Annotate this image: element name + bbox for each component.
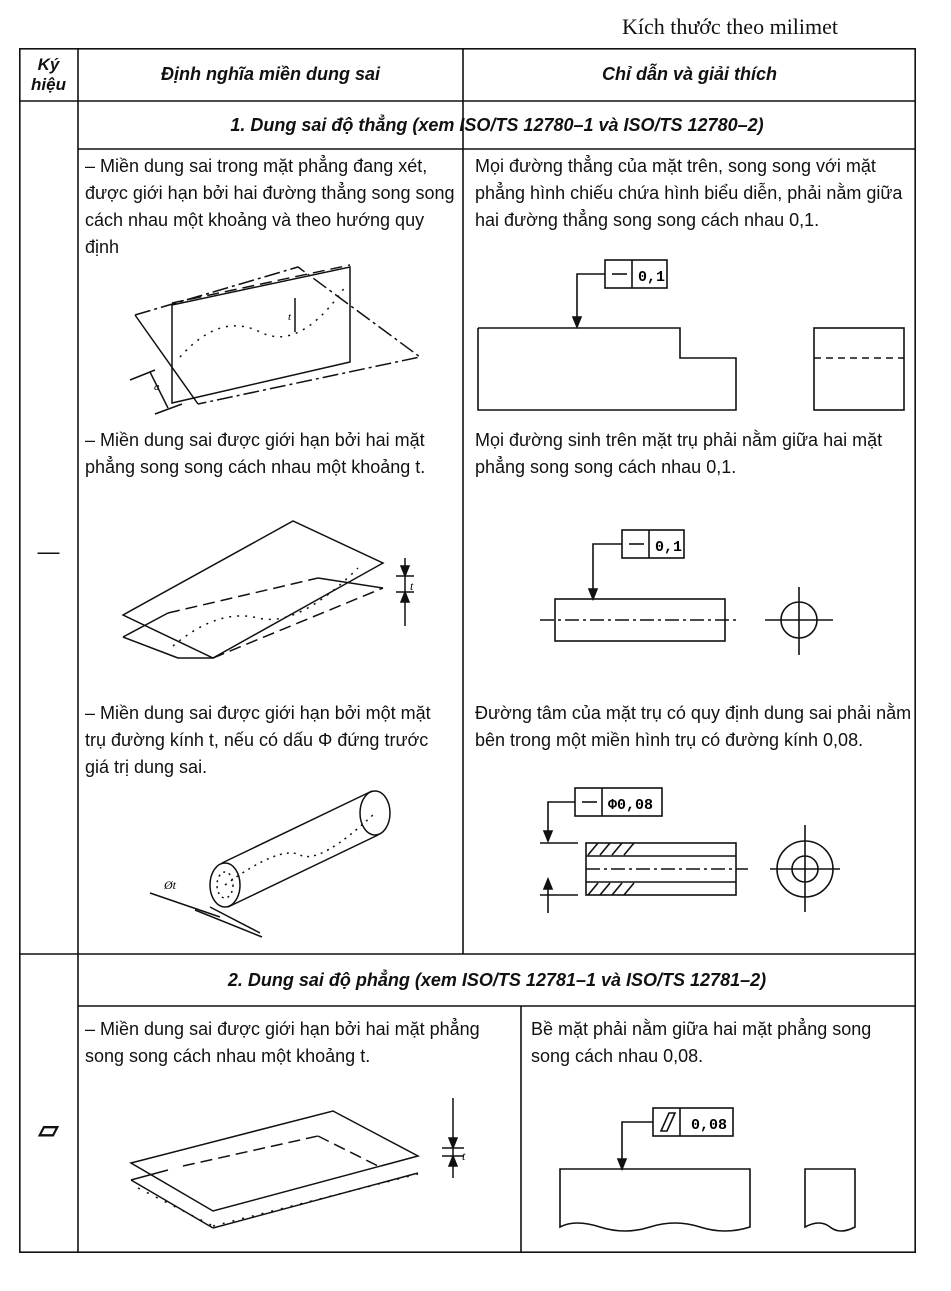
straightness-cylinder-drawing	[535, 525, 855, 665]
frame-value: 0,08	[691, 1117, 728, 1134]
section-title-straightness: 1. Dung sai độ thẳng (xem ISO/TS 12780–1 và ISO/TS 12780–2)	[230, 114, 764, 135]
header-definition: Định nghĩa miền dung sai	[160, 64, 380, 84]
straightness-plane-zone-figure	[120, 262, 420, 422]
straightness-axis-drawing	[538, 785, 868, 915]
frame-value: 0,1	[638, 269, 666, 286]
section-title-flatness: 2. Dung sai độ phẳng (xem ISO/TS 12781–1 và ISO/TS 12781–2)	[227, 969, 767, 990]
definition-text: – Miền dung sai được giới hạn bởi hai mặt phẳng song song cách nhau một khoảng t.	[85, 430, 426, 477]
explanation-text: Mọi đường thẳng của mặt trên, song song với mặt phẳng hình chiếu chứa hình biểu diễn, phải nằm giữa hai đường thẳng song song cách nhau 0,1.	[475, 156, 903, 230]
straightness-cylinder-zone-figure	[150, 785, 410, 945]
fig-label-t: t	[462, 1149, 466, 1163]
frame-value: Φ0,08	[608, 797, 654, 814]
straightness-two-planes-figure	[118, 518, 428, 668]
unit-note: Kích thước theo milimet	[622, 14, 839, 39]
straightness-surface-drawing	[470, 255, 920, 415]
frame-value: 0,1	[655, 539, 683, 556]
explanation-text: Bề mặt phải nằm giữa hai mặt phẳng song song cách nhau 0,08.	[531, 1019, 872, 1066]
straightness-symbol: —	[37, 538, 60, 564]
header-explanation: Chỉ dẫn và giải thích	[601, 64, 778, 84]
fig-label-diameter-t: Øt	[164, 878, 176, 892]
header-symbol: Ký hiệu	[31, 54, 66, 94]
definition-text: – Miền dung sai được giới hạn bởi một mặt trụ đường kính t, nếu có dấu Φ đứng trước giá trị dung sai.	[85, 703, 431, 777]
fig-label-t: t	[288, 311, 292, 323]
definition-text: – Miền dung sai trong mặt phẳng đang xét, được giới hạn bởi hai đường thẳng song song cách nhau một khoảng và theo hướng quy định	[85, 156, 455, 257]
definition-text: – Miền dung sai được giới hạn bởi hai mặt phẳng song song cách nhau một khoảng t.	[85, 1019, 480, 1066]
fig-label-t: t	[410, 579, 414, 593]
flatness-zone-figure	[128, 1108, 466, 1233]
explanation-text: Mọi đường sinh trên mặt trụ phải nằm giữa hai mặt phẳng song song cách nhau 0,1.	[475, 430, 883, 477]
fig-label-a: a	[154, 381, 160, 393]
flatness-symbol: ▱	[38, 1114, 59, 1144]
explanation-text: Đường tâm của mặt trụ có quy định dung sai phải nằm bên trong một miền hình trụ có đường kính 0,08.	[475, 703, 912, 750]
flatness-surface-drawing	[555, 1105, 885, 1240]
